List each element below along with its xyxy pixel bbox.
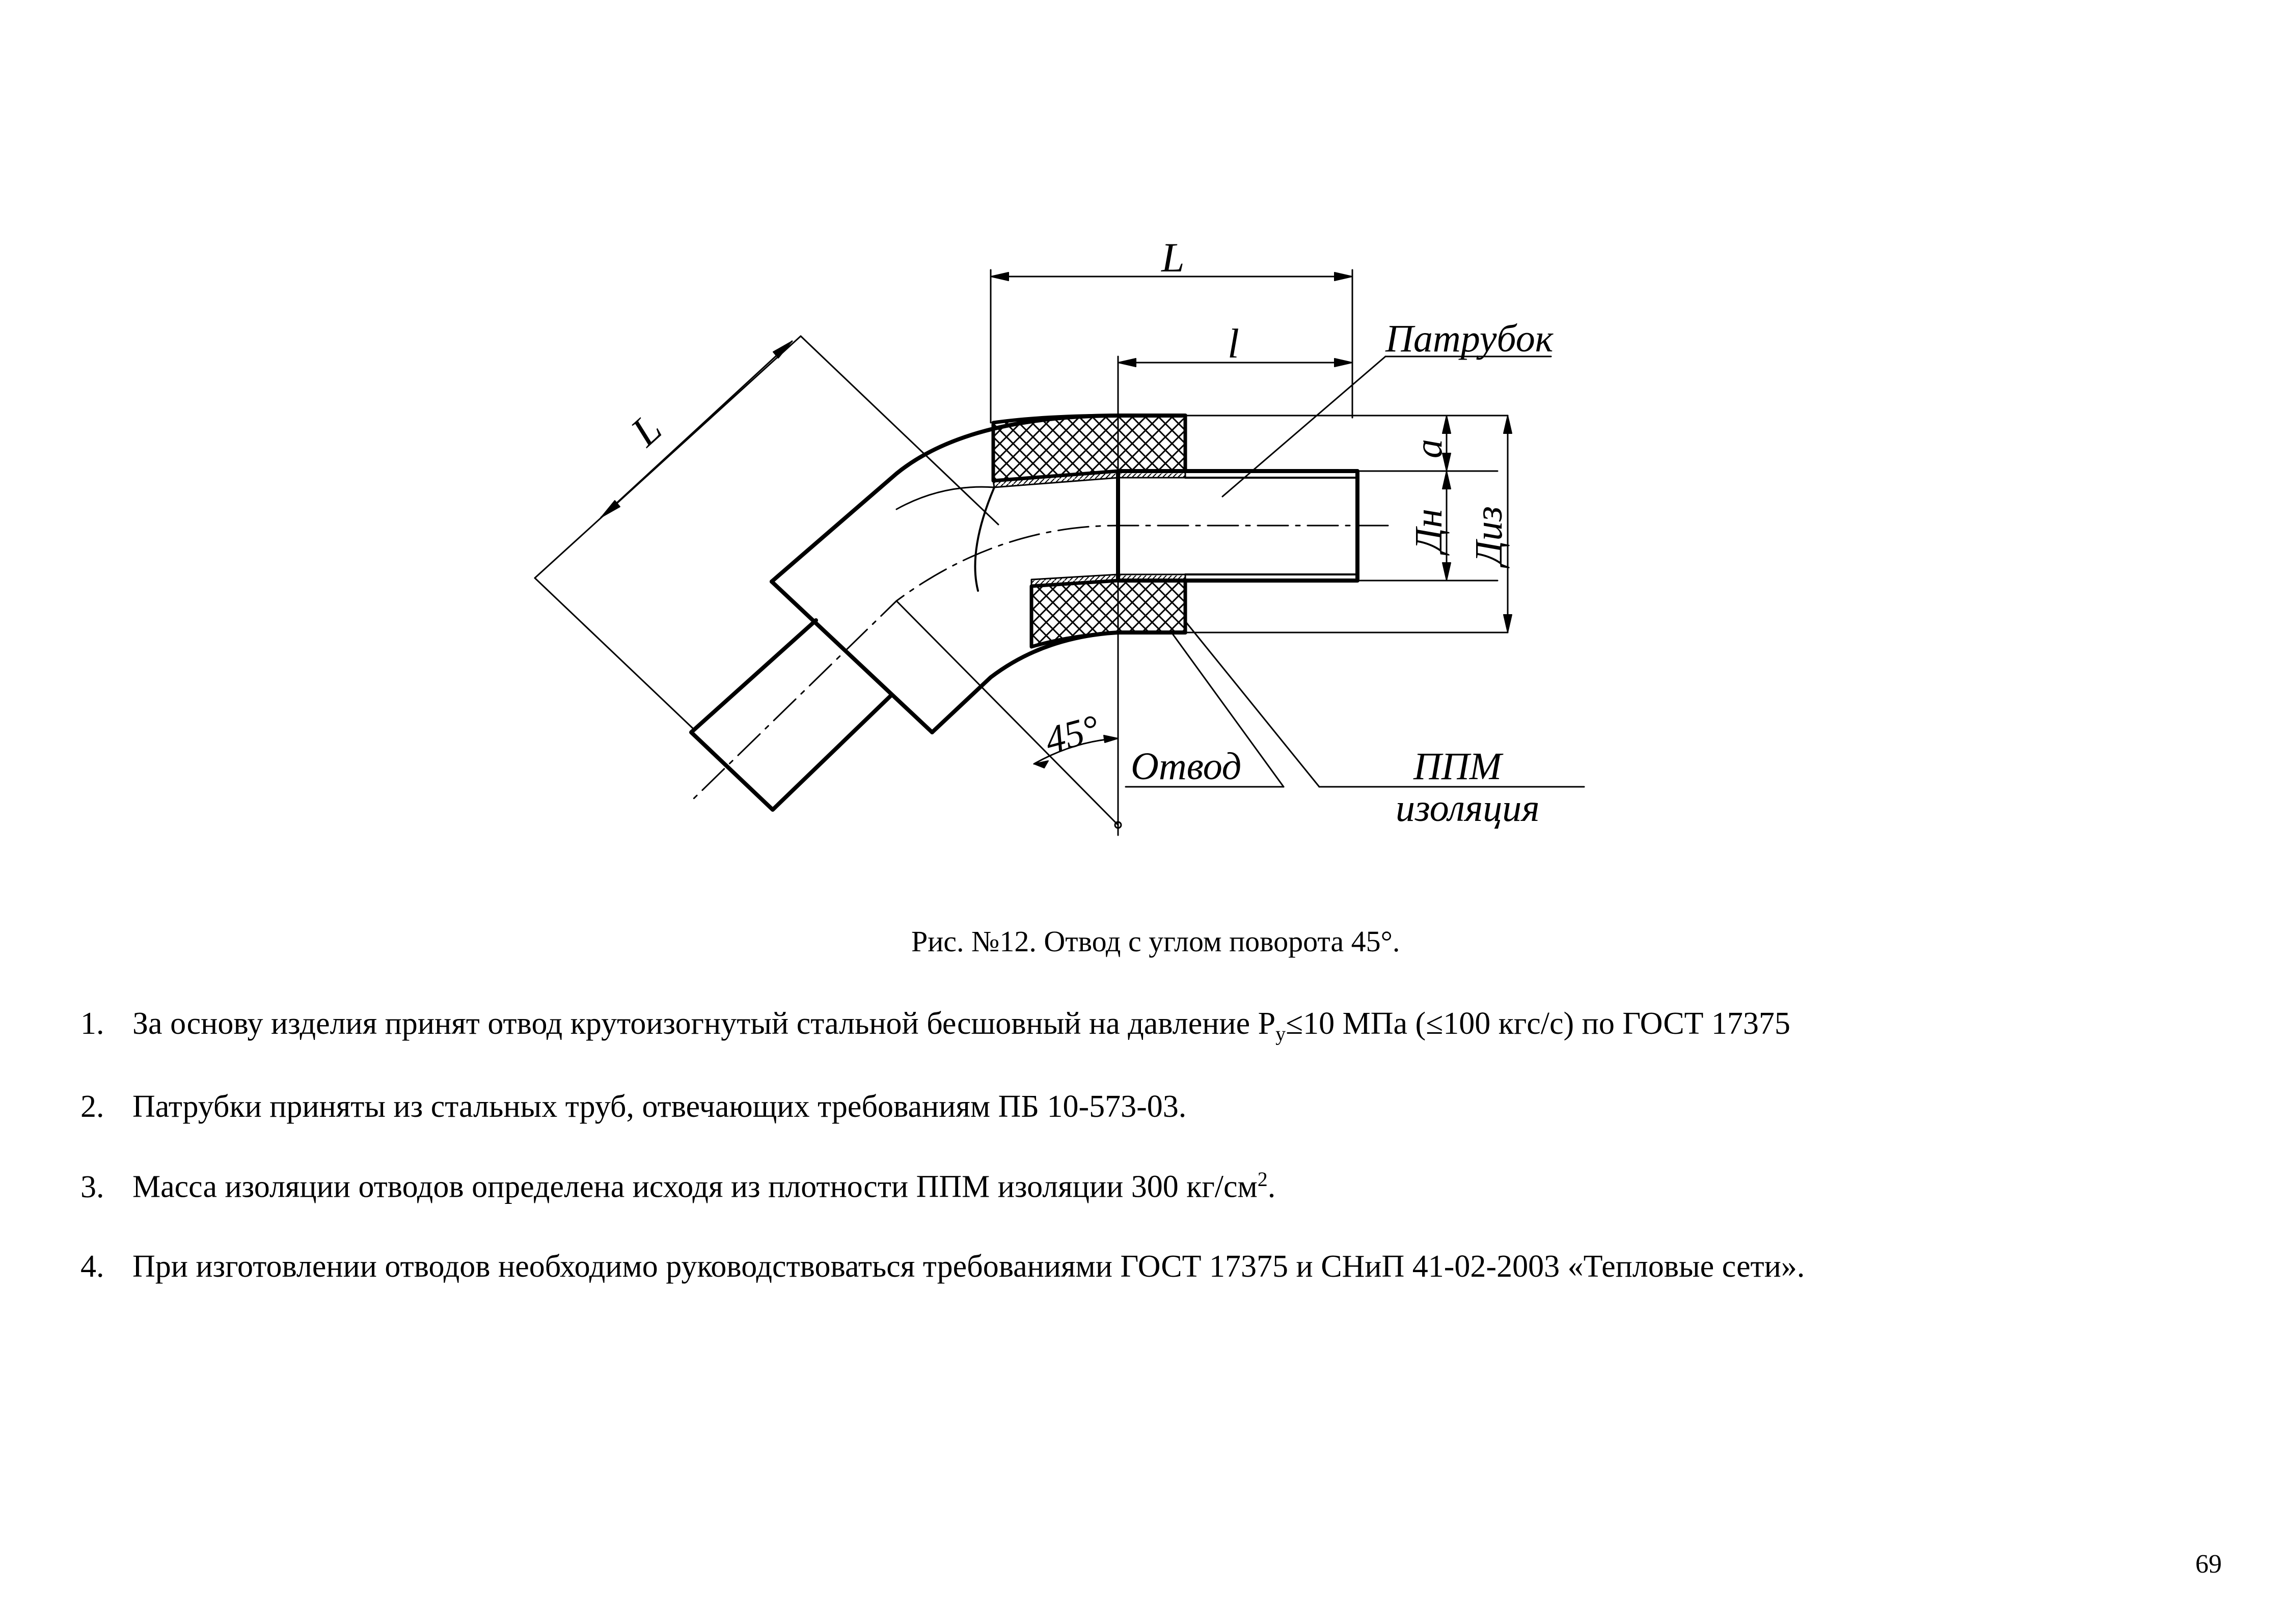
label-ppm: ППМ xyxy=(1413,745,1502,788)
note-item-3 xyxy=(80,1167,1275,1205)
note-superscript: 2 xyxy=(1257,1168,1268,1191)
centre-line xyxy=(693,526,1388,800)
note-item-1 xyxy=(80,1006,1790,1045)
stub-pipe xyxy=(691,620,891,810)
note-item-4 xyxy=(80,1249,1805,1285)
label-otvod: Отвод xyxy=(1131,745,1242,788)
figure-caption: Рис. №12. Отвод с углом поворота 45°. xyxy=(911,925,1400,958)
label-L-diagonal: L xyxy=(622,405,670,455)
note-number: 2. xyxy=(80,1089,104,1124)
insulation-bottom xyxy=(1031,581,1185,647)
note-text-cont: . xyxy=(1267,1169,1276,1204)
note-text: Патрубки приняты из стальных труб, отвечающих требованиям ПБ 10-573-03. xyxy=(132,1089,1187,1124)
note-text: За основу изделия принят отвод крутоизогнутый стальной бесшовный на давление P xyxy=(132,1006,1276,1041)
note-text: При изготовлении отводов необходимо руководствоваться требованиями ГОСТ 17375 и СНиП 41-02-2003 «Тепловые сети». xyxy=(132,1249,1805,1284)
note-text: Масса изоляции отводов определена исходя из плотности ППМ изоляции 300 кг/см xyxy=(132,1169,1258,1204)
elbow-end-cap xyxy=(772,582,932,732)
note-item-2 xyxy=(80,1089,1186,1125)
label-angle: 45° xyxy=(1040,706,1104,762)
label-l: l xyxy=(1228,320,1239,367)
note-number: 3. xyxy=(80,1169,104,1204)
note-text-cont: ≤10 МПа (≤100 кгс/с) по ГОСТ 17375 xyxy=(1286,1006,1790,1041)
note-subscript: у xyxy=(1275,1022,1286,1045)
label-dn: Дн xyxy=(1407,508,1450,553)
label-L-top: L xyxy=(1161,234,1185,281)
label-patrubok: Патрубок xyxy=(1385,317,1554,360)
label-diz: Диз xyxy=(1467,506,1510,565)
note-number: 1. xyxy=(80,1006,104,1041)
note-number: 4. xyxy=(80,1249,104,1284)
label-a: a xyxy=(1407,439,1450,458)
label-izolyatsiya: изоляция xyxy=(1396,787,1540,830)
page-number: 69 xyxy=(2195,1550,2222,1579)
